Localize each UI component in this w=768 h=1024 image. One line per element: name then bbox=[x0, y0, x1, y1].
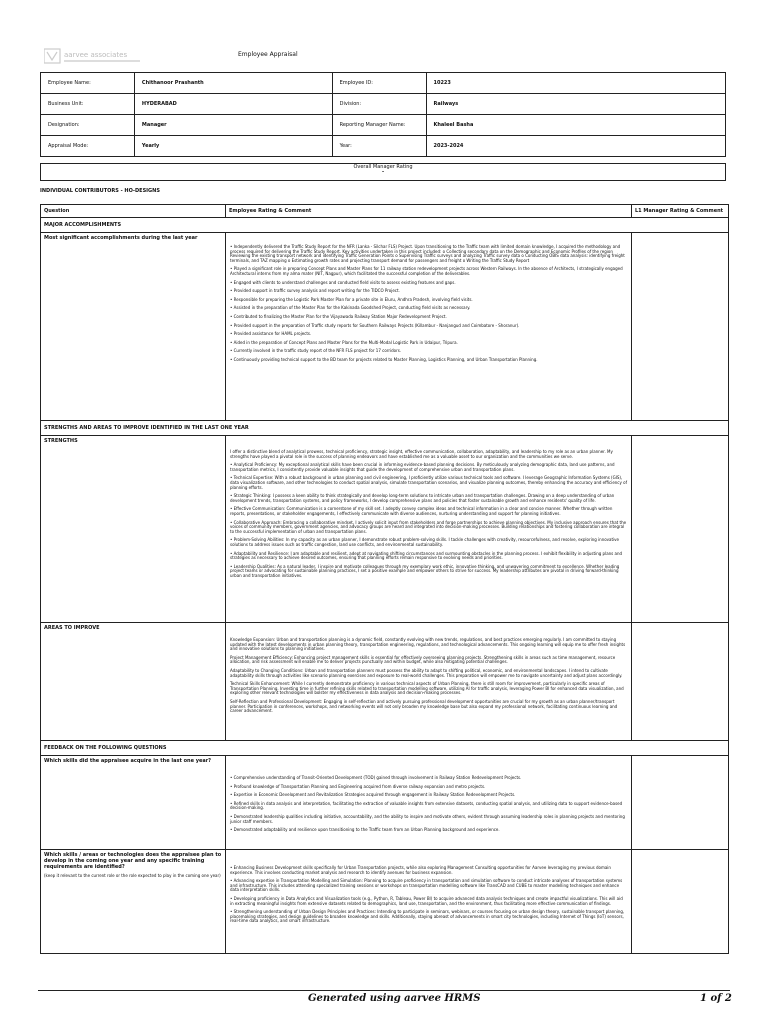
question-areas-to-improve: AREAS TO IMPROVE bbox=[41, 623, 226, 741]
employee-info-table bbox=[40, 72, 726, 157]
employee-name-label: Employee Name: bbox=[41, 73, 135, 94]
table-row bbox=[41, 233, 729, 421]
answer-paragraph: • Played a significant role in preparing Concept Plans and Master Plans for 11 railway station redevelopment projects across Western Railways. In the absence of Architects, I strategically engaged Architectural interns from my alma mater (NIT, Nagpur), which facilitated the successful completion of the deliverables. bbox=[230, 266, 623, 276]
answer-paragraph: • Strengthening understanding of Urban Design Principles and Practices: Intending to participate in seminars, webinars, or courses focusing on urban design theory, sustainable transport planning, placemaking strategies, and design guidelines to broaden knowledge and skills. Additionally, staying abreast of advancements in smart city technologies, including Internet of Things (IoT) sensors, real-time data analytics, and smart infrastructure. bbox=[230, 909, 625, 924]
answer-paragraph: • Provided support in traffic survey analysis and report writing for the TIDCO Project. bbox=[230, 288, 400, 294]
division-value: Railways bbox=[426, 94, 726, 115]
answer-paragraph: • Aided in the preparation of Concept Plans and Master Plans for the Multi-Modal Logistic Park in Udaipur, Tripura. bbox=[230, 339, 458, 345]
answer-paragraph: • Developing proficiency in Data Analytics and Visualization tools (e.g., Python, R, Tableau, Power BI) to acquire advanced data analysis techniques and create impactful visualizations. This will aid in extracting meaningful insights from extensive datasets related to demographics, land use, transportation, and the environment, thus facilitating more effective communication of findings. bbox=[230, 895, 623, 906]
page-number: 1 of 2 bbox=[700, 993, 732, 1004]
answer-paragraph: • Refined skills in data analysis and interpretation, facilitating the extraction of valuable insights from extensive datasets, conducting spatial analysis, and utilizing data to support evidence-based decision-making. bbox=[230, 800, 623, 811]
employee-id-label: Employee ID: bbox=[332, 73, 426, 94]
answer-paragraph: • Collaborative Approach: Embracing a collaborative mindset, I actively solicit input from stakeholders and forge partnerships to achieve planning objectives. My inclusive approach ensures that the voices of community members, government agencies, and advocacy groups are heard and integrated into decision-making processes. Building relationships and fostering collaboration are integral to the successful implementation of urban and transportation plans. bbox=[230, 519, 627, 534]
answer-paragraph: I offer a distinctive blend of analytical prowess, technical proficiency, strategic insight, effective communication, collaboration, adaptability, and leadership to my role as an urban planner. My strengths have played a pivotal role in the success of planning endeavors and have established me as a valuable asset to our organization and the communities we serve. bbox=[230, 449, 613, 459]
footer-text: Generated using aarvee HRMS bbox=[308, 993, 481, 1004]
answer-strengths bbox=[226, 436, 632, 623]
appraisal-mode-value: Yearly bbox=[134, 136, 332, 157]
info-row bbox=[41, 73, 726, 94]
answer-paragraph: • Provided support in the preparation of Traffic study reports for Southern Railways Projects (Killambur - Nanjangud and Coimbatore - Shoranur). bbox=[230, 322, 520, 328]
answer-paragraph: • Currently involved in the traffic study report of the NFR FLS project for 17 corridors. bbox=[230, 348, 402, 354]
overall-rating-value: - bbox=[381, 169, 385, 175]
answer-paragraph: • Expertise in Economic Development and Revitalization Strategies acquired through engagement in Railway Station Redevelopment Projects. bbox=[230, 792, 516, 798]
overall-rating-label: Overall Manager Rating bbox=[353, 164, 413, 170]
answer-paragraph: • Engaged with clients to understand challenges and conducted field visits to assess existing features and gaps. bbox=[230, 279, 456, 285]
answer-paragraph: • Comprehensive understanding of Transit-Oriented Development (TOD) gained through involvement in Railway Station Redevelopment Projects. bbox=[230, 775, 522, 780]
table-row bbox=[41, 623, 729, 741]
answer-areas-to-improve bbox=[226, 623, 632, 741]
year-label: Year: bbox=[332, 136, 426, 157]
answer-paragraph: • Provided assistance for HAML projects. bbox=[230, 331, 312, 337]
employee-name-value: Chithanoor Prashanth bbox=[134, 73, 332, 94]
question-strengths: STRENGTHS bbox=[41, 436, 226, 623]
info-row bbox=[41, 136, 726, 157]
question-skills-acquired: Which skills did the appraisee acquire in the last one year? bbox=[41, 756, 226, 850]
manager-comment-accomplishments bbox=[632, 233, 729, 421]
answer-paragraph: Self-Reflection and Professional Development: Engaging in self-reflection and actively pursuing professional development opportunities are crucial for my growth as an urban planner/transport planner. Participation in conferences, workshops, and networking events will not only broaden my knowledge base but also expand my professional network, facilitating continuous learning and career advancement. bbox=[230, 698, 618, 714]
answer-paragraph: • Independently delivered the Traffic Study Report for the NFR (Lanka - Silchar FLS) Project. Upon transitioning to the Traffic team with limited domain knowledge, I acquired the methodology and process required for delivering the Traffic Study Report. Key activities undertaken in this project included: o Collecting secondary data on the Demographic and Economic Profiles of the region Reviewing the existing transport network and identifying Traffic Generation Points o Supervising Traffic surveys and analyzing Traffic survey data o Conducting OBIS data analysis: identifying freight terminals, and TAZ mapping o Estimating growth rates and projecting transport demand for passengers and freight o Writing the Traffic Study Report bbox=[230, 244, 625, 263]
section-row bbox=[41, 218, 729, 233]
answer-paragraph: • Continuously providing technical support to the BD team for projects related to Master Planning, Logistics Planning, and Urban Transportation Planning. bbox=[230, 356, 538, 362]
section-row bbox=[41, 421, 729, 436]
info-row bbox=[41, 94, 726, 115]
answer-paragraph: • Contributed to finalizing the Master Plan for the Vijayawada Railway Station Major Redevelopment Project. bbox=[230, 313, 447, 319]
manager-comment-skills-to-develop bbox=[632, 850, 729, 954]
appraisal-table bbox=[40, 204, 729, 954]
business-unit-value: HYDERABAD bbox=[134, 94, 332, 115]
section-row bbox=[41, 741, 729, 756]
manager-comment-skills-acquired bbox=[632, 756, 729, 850]
answer-paragraph: Knowledge Expansion: Urban and transportation planning is a dynamic field, constantly evolving with new trends, regulations, and best practices emerging regularly. I am committed to staying updated with the latest developments in urban planning theory, transportation engineering, regulations, and technological advancements. This ongoing learning will equip me to offer fresh insights and innovative solutions to planning initiatives. bbox=[230, 637, 626, 652]
section-title: INDIVIDUAL CONTRIBUTORS - HO-DESIGNS bbox=[40, 188, 160, 194]
business-unit-label: Business Unit: bbox=[41, 94, 135, 115]
designation-label: Designation: bbox=[41, 115, 135, 136]
answer-paragraph: • Strategic Thinking: I possess a keen ability to think strategically and develop long-term solutions to intricate urban and transportation challenges. Drawing on a deep understanding of urban development trends, transportation systems, and policy frameworks, I develop comprehensive plans and policies that foster sustainable growth and enhance residents' quality of life. bbox=[230, 493, 615, 503]
answer-skills-acquired bbox=[226, 756, 632, 850]
answer-paragraph: • Analytical Proficiency: My exceptional analytical skills have been crucial in informing evidence-based planning decisions. By meticulously analyzing demographic data, land use patterns, and transportation metrics, I consistently provide valuable insights that guide the development of comprehensive urban and transportation plans. bbox=[230, 462, 615, 472]
question-skills-to-develop bbox=[41, 850, 226, 954]
overall-rating-box bbox=[40, 163, 726, 181]
table-row bbox=[41, 756, 729, 850]
question-skills-to-develop-text: Which skills / areas or technologies does the appraisee plan to develop in the coming one year and any specific training requirements are identified? bbox=[44, 852, 222, 870]
answer-accomplishments bbox=[226, 233, 632, 421]
answer-paragraph: • Advancing expertise in Transportation Modelling and Simulation: Planning to acquire proficiency in transportation and simulation software to conduct intricate analyses of transportation systems and infrastructure. This includes attending specialized training sessions or workshops on transportation modelling software like TransCAD and CUBE to master modelling techniques and enhance data interpretation skills. bbox=[230, 878, 623, 893]
appraisal-mode-label: Appraisal Mode: bbox=[41, 136, 135, 157]
question-header: Question bbox=[41, 205, 226, 218]
manager-comment-strengths bbox=[632, 436, 729, 623]
employee-comment-header: Employee Rating & Comment bbox=[226, 205, 632, 218]
answer-paragraph: • Leadership Qualities: As a natural leader, I inspire and motivate colleagues through my exemplary work ethic, innovative thinking, and unwavering commitment to excellence. Whether leading project teams or advocating for sustainable planning practices, I set a positive example and empower others to strive for success. My leadership attributes are pivotal in driving forward-thinking urban and transportation initiatives. bbox=[230, 563, 620, 578]
answer-paragraph: • Adaptability and Resilience: I am adaptable and resilient, adept at navigating shifting circumstances and surmounting obstacles in the planning process. I exhibit flexibility in adjusting plans and strategies as necessary to achieve desired outcomes, ensuring that planning efforts remain responsive to evolving needs and priorities. bbox=[230, 550, 623, 561]
table-header-row bbox=[41, 205, 729, 218]
answer-paragraph: • Assisted in the preparation of the Master Plan for the Kakinada Goodshed Project, conducting field visits as necessary. bbox=[230, 305, 471, 311]
employee-id-value: 10223 bbox=[426, 73, 726, 94]
document-title: Employee Appraisal bbox=[238, 51, 298, 58]
answer-paragraph: Adaptability to Changing Conditions: Urban and transportation planners must possess the ability to adapt to shifting political, economic, and environmental landscapes. I intend to cultivate adaptability skills through activities like scenario planning exercises and exposure to real-world challenges. This preparation will empower me to navigate uncertainty and adjust plans accordingly. bbox=[230, 667, 623, 678]
info-row bbox=[41, 115, 726, 136]
reporting-manager-value: Khaleel Basha bbox=[426, 115, 726, 136]
feedback-section: FEEDBACK ON THE FOLLOWING QUESTIONS bbox=[41, 741, 729, 756]
strengths-areas-section: STRENGTHS AND AREAS TO IMPROVE IDENTIFIED IN THE LAST ONE YEAR bbox=[41, 421, 729, 436]
answer-paragraph: • Demonstrated leadership qualities including initiative, accountability, and the ability to inspire and motivate others, evident through assuming leadership roles in planning projects and mentoring junior staff members. bbox=[230, 813, 625, 824]
answer-paragraph: • Demonstrated adaptability and resilience upon transitioning to the Traffic team from an Urban Planning background and experience. bbox=[230, 827, 500, 833]
answer-paragraph: • Enhancing Business Development skills specifically for Urban Transportation projects, while also exploring Management Consulting opportunities for Aarvee leveraging my previous domain experience. This involves conducting market analysis and research to identify avenues for business expansion. bbox=[230, 865, 611, 875]
answer-paragraph: • Problem-Solving Abilities: In my capacity as an urban planner, I demonstrate robust problem-solving skills. I tackle challenges with creativity, resourcefulness, and resolve, exploring innovative solutions to address issues such as traffic congestion, land use conflicts, and environmental sustainability. bbox=[230, 537, 620, 547]
footer-divider bbox=[38, 990, 730, 991]
company-logo bbox=[44, 46, 144, 66]
division-label: Division: bbox=[332, 94, 426, 115]
designation-value: Manager bbox=[134, 115, 332, 136]
svg-text:aarvee associates: aarvee associates bbox=[64, 51, 128, 59]
answer-skills-to-develop bbox=[226, 850, 632, 954]
table-row bbox=[41, 436, 729, 623]
reporting-manager-label: Reporting Manager Name: bbox=[332, 115, 426, 136]
manager-comment-header: L1 Manager Rating & Comment bbox=[632, 205, 729, 218]
question-accomplishments: Most significant accomplishments during the last year bbox=[41, 233, 226, 421]
answer-paragraph: Project Management Efficiency: Enhancing project management skills is essential for effectively overseeing planning projects. Strengthening skills in areas such as time management, resource allocation, and risk assessment will enable me to deliver projects punctually and within budget, while also mitigating potential challenges. bbox=[230, 654, 616, 665]
manager-comment-areas-to-improve bbox=[632, 623, 729, 741]
year-value: 2023-2024 bbox=[426, 136, 726, 157]
answer-paragraph: • Technical Expertise: With a robust background in urban planning and civil engineering, I proficiently utilize various technical tools and software. I leverage Geographic Information Systems (GIS), data visualization software, and other technologies to conduct spatial analysis, simulate transportation scenarios, and visualize planning outcomes, thereby enhancing the accuracy and efficiency of planning efforts. bbox=[230, 475, 628, 490]
answer-paragraph: • Responsible for preparing the Logistic Park Master Plan for a private site in Eluru, Andhra Pradesh, involving field visits. bbox=[230, 296, 473, 302]
answer-paragraph: Technical Skills Enhancement: While I currently demonstrate proficiency in various technical aspects of Urban Planning, there is still room for improvement, particularly in specific areas of Transportation Planning. Investing time in further refining skills related to transportation modelling software, utilizing AI for traffic analysis, leveraging Power BI for enhanced data visualization, and exploring other relevant technologies will bolster my effectiveness in data analysis and decision-making processes. bbox=[230, 681, 624, 696]
answer-paragraph: • Profound knowledge of Transportation Planning and Engineering acquired from diverse railway expansion and metro projects. bbox=[230, 783, 486, 789]
answer-paragraph: • Effective Communication: Communication is a cornerstone of my skill set. I adeptly convey complex ideas and technical information in a clear and concise manner. Whether through written reports, presentations, or stakeholder engagements, I effectively communicate with diverse audiences, nurturing understanding and support for planning initiatives. bbox=[230, 506, 613, 516]
question-skills-to-develop-note: (keep it relevant to the current role or the role expected to play in the coming one year) bbox=[44, 873, 221, 878]
table-row bbox=[41, 850, 729, 954]
major-accomplishments-section: MAJOR ACCOMPLISHMENTS bbox=[41, 218, 729, 233]
